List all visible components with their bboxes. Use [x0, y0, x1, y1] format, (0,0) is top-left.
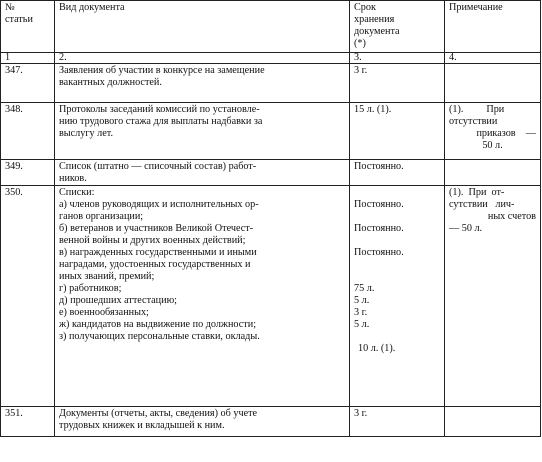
row-note-line: — 50 л. [449, 223, 483, 234]
row-type-line: Документы (отчеты, акты, сведения) об учете [59, 408, 258, 419]
row-note-line: (1). При от- [449, 187, 505, 198]
index-cell-2: 2. [55, 53, 350, 64]
header-note-label: Примечание [449, 2, 503, 13]
table-row [1, 64, 541, 103]
header-term-line-3: документа [354, 26, 400, 37]
row-type-line: выслугу лет. [59, 128, 114, 139]
row-type-line: нию трудового стажа для выплаты надбавки за [59, 116, 263, 127]
header-term-line-1: Срок [354, 2, 376, 13]
index-cell-3: 3. [350, 53, 445, 64]
row-type-line: Список (штатно — списочный состав) работ- [59, 161, 257, 172]
table-row [1, 186, 541, 407]
row-term: Постоянно. [350, 160, 445, 186]
row-type [55, 64, 350, 103]
header-number-cell [1, 1, 55, 53]
table-header-row [1, 1, 541, 53]
row-note [445, 160, 541, 186]
row-term-line: 75 л. [354, 283, 375, 294]
row-type [55, 407, 350, 437]
table-row [1, 160, 541, 186]
row-term-line: Постоянно. [354, 223, 404, 234]
row-type-line: венной войны и других военных действий; [59, 235, 246, 246]
row-term-line: 5 л. [354, 319, 370, 330]
row-term-line: Постоянно. [354, 199, 404, 210]
row-number: 347. [1, 64, 55, 103]
index-cell-4: 4. [445, 53, 541, 64]
row-note-line: ных счетов [487, 211, 536, 222]
header-note-cell [445, 1, 541, 53]
header-type-label: Вид документа [59, 2, 125, 13]
row-type-line: ганов организации; [59, 211, 144, 222]
table-row [1, 407, 541, 437]
row-type-line: ников. [59, 173, 87, 184]
row-note [445, 407, 541, 437]
row-number: 350. [1, 186, 55, 407]
row-type-line: е) военнообязанных; [59, 307, 149, 318]
header-type-cell [55, 1, 350, 53]
column-index-row [1, 53, 541, 64]
row-type-line: Заявления об участии в конкурсе на замещение [59, 65, 265, 76]
row-type-line: з) получающих персональные ставки, оклады. [59, 331, 260, 342]
row-type-line: д) прошедших аттестацию; [59, 295, 178, 306]
row-note-line: 50 л. [482, 140, 503, 151]
row-note-line: сутствии лич- [449, 199, 515, 210]
row-term-line: Постоянно. [354, 247, 404, 258]
row-number: 351. [1, 407, 55, 437]
row-note-line: приказов — [476, 128, 536, 139]
row-term-line: 5 л. [354, 295, 370, 306]
header-number-line-2: статьи [5, 14, 33, 25]
row-type-line: вакантных должностей. [59, 77, 162, 88]
row-type-line: г) работников; [59, 283, 122, 294]
index-cell-1: 1 [1, 53, 55, 64]
row-term: 15 л. (1). [350, 103, 445, 160]
row-term: 3 г. [350, 407, 445, 437]
row-number: 348. [1, 103, 55, 160]
row-note [445, 103, 541, 160]
row-type-line: Протоколы заседаний комиссий по установле- [59, 104, 260, 115]
row-note-line: (1). При [449, 104, 505, 115]
row-type-line: а) членов руководящих и исполнительных ор- [59, 199, 259, 210]
header-number-line-1: № [5, 2, 15, 13]
row-type [55, 103, 350, 160]
row-type-line: в) награжденных государственными и иными [59, 247, 257, 258]
row-note [445, 64, 541, 103]
row-type-line: Списки: [59, 187, 95, 198]
row-number: 349. [1, 160, 55, 186]
header-term-cell [350, 1, 445, 53]
row-type-line: ж) кандидатов на выдвижение по должности; [59, 319, 257, 330]
row-type-line: трудовых книжек и вкладышей к ним. [59, 420, 225, 431]
row-type [55, 160, 350, 186]
row-note [445, 186, 541, 407]
row-type-line: наградами, удостоенных государственных и [59, 259, 251, 270]
table-row [1, 103, 541, 160]
row-term-line: 3 г. [354, 307, 368, 318]
header-term-line-4: (*) [354, 38, 366, 49]
row-type [55, 186, 350, 407]
row-term [350, 186, 445, 407]
row-type-line: иных званий, премий; [59, 271, 155, 282]
row-term: 3 г. [350, 64, 445, 103]
row-note-line: отсутствии [449, 116, 498, 127]
row-type-line: б) ветеранов и участников Великой Отечест- [59, 223, 254, 234]
row-term-line: 10 л. (1). [358, 343, 396, 354]
header-term-line-2: хранения [354, 14, 395, 25]
